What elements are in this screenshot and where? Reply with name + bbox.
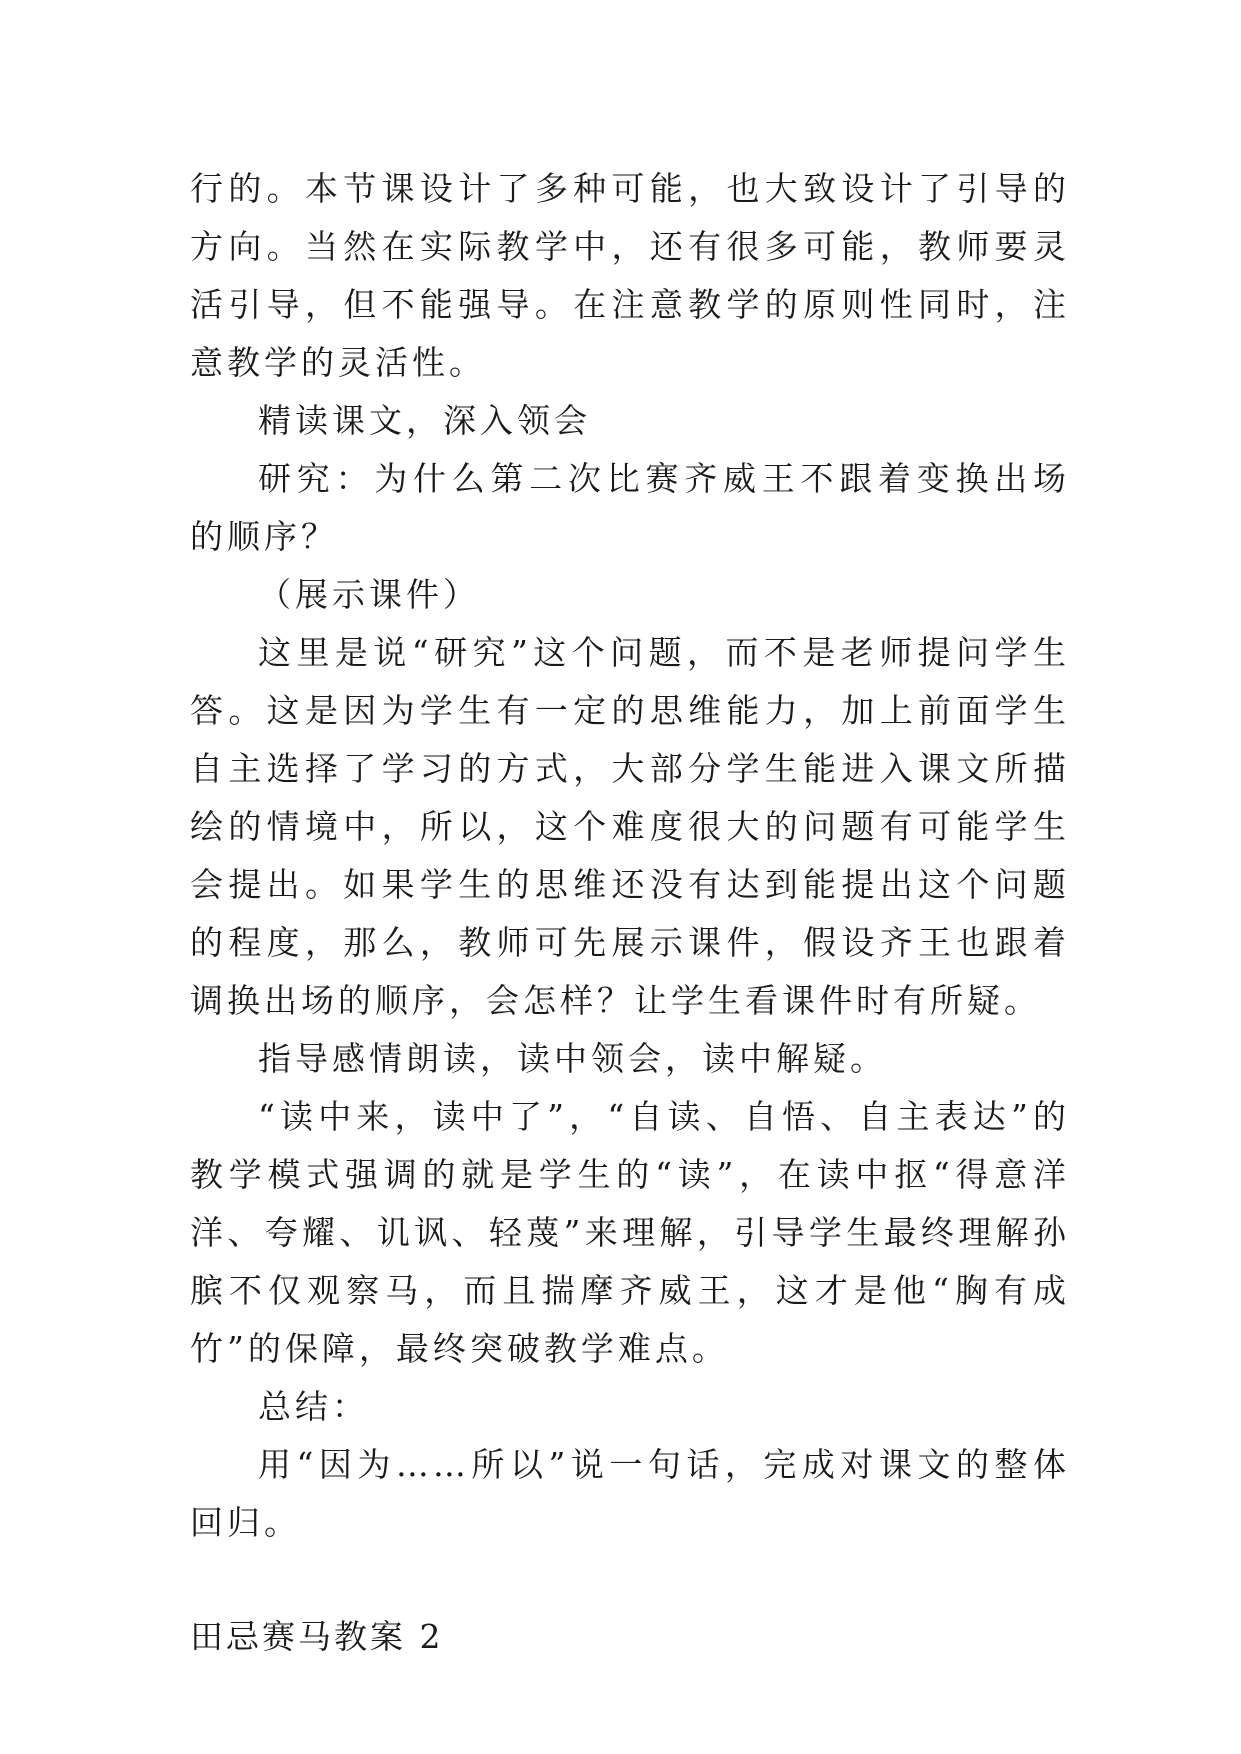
section-spacer [190, 1552, 1070, 1608]
paragraph-reading-guidance: 指导感情朗读，读中领会，读中解疑。 [258, 1039, 887, 1078]
paragraph-research-question: 研究：为什么第二次比赛齐威王不跟着变换出场的顺序？ [190, 459, 1070, 556]
next-section-title: 田忌赛马教案 2 [190, 1617, 444, 1656]
paragraph-intensive-reading: 精读课文，深入领会 [258, 401, 591, 440]
paragraph-summary-label: 总结： [258, 1387, 369, 1426]
paragraph-show-courseware: （展示课件） [258, 575, 480, 614]
document-body [190, 160, 1070, 1666]
paragraph-summary-task: 用“因为……所以”说一句话，完成对课文的整体回归。 [190, 1445, 1070, 1542]
paragraph-research-explanation: 这里是说“研究”这个问题，而不是老师提问学生答。这是因为学生有一定的思维能力，加上前面学生自主选择了学习的方式，大部分学生能进入课文所描绘的情境中，所以，这个难度很大的问题有可能学生会提出。如果学生的思维还没有达到能提出这个问题的程度，那么，教师可先展示课件，假设齐王也跟着调换出场的顺序，会怎样？让学生看课件时有所疑。 [190, 633, 1070, 1020]
paragraph-design-note: 行的。本节课设计了多种可能，也大致设计了引导的方向。当然在实际教学中，还有很多可能，教师要灵活引导，但不能强导。在注意教学的原则性同时，注意教学的灵活性。 [190, 169, 1070, 382]
paragraph-reading-mode: “读中来，读中了”，“自读、自悟、自主表达”的教学模式强调的就是学生的“读”，在读中抠“得意洋洋、夸耀、讥讽、轻蔑”来理解，引导学生最终理解孙膑不仅观察马，而且揣摩齐威王，这才是他“胸有成竹”的保障，最终突破教学难点。 [190, 1097, 1070, 1368]
